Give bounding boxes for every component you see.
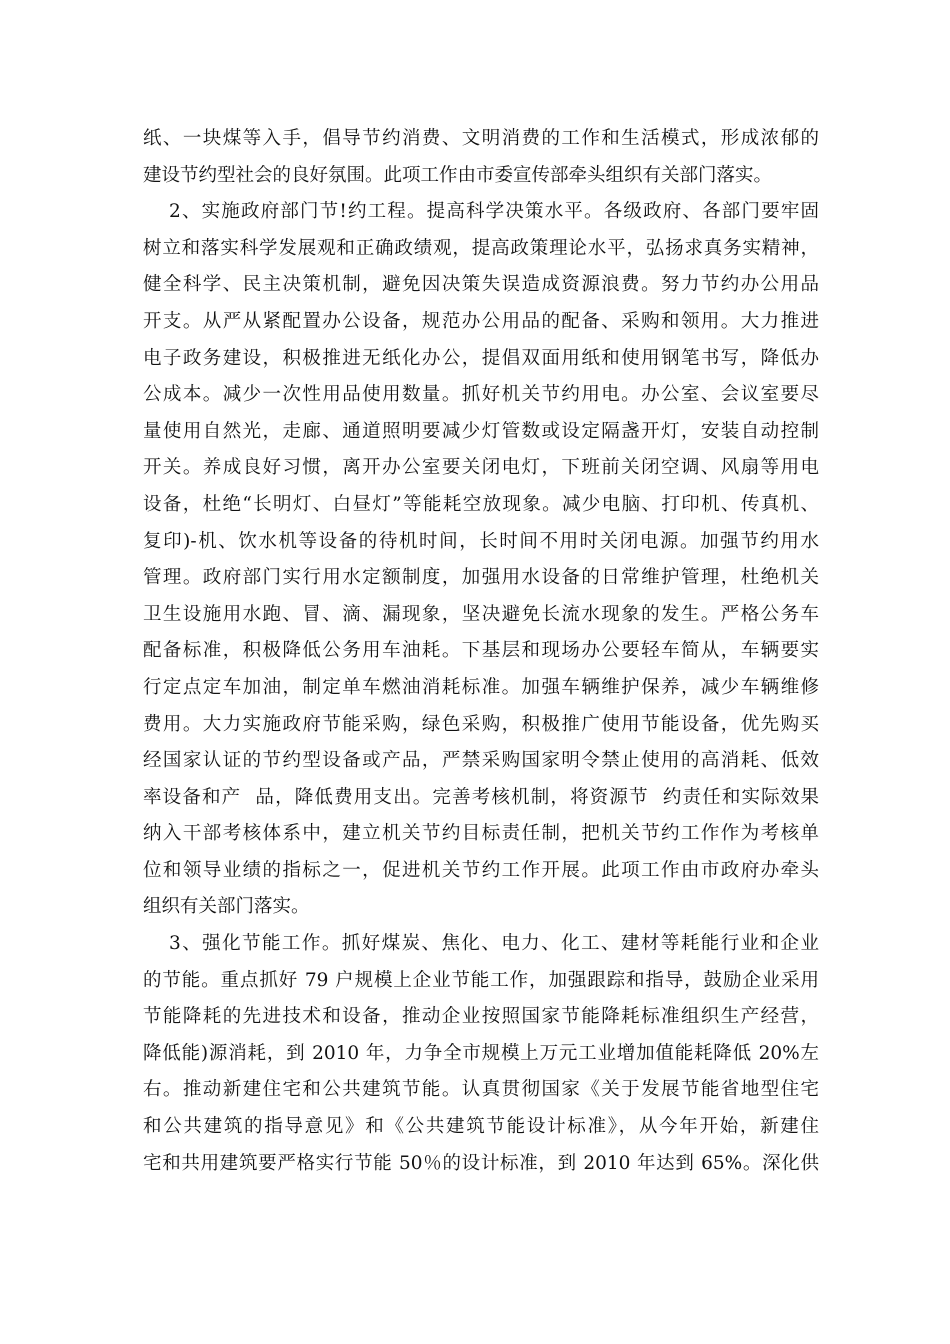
text-line: 建设节约型社会的良好氛围。此项工作由市委宣传部牵头组织有关部门落实。 — [143, 164, 773, 186]
paragraph-1 — [143, 121, 819, 194]
text-line: 2、实施政府部门节!约工程。提高科学决策水平。各级政府、各部门要牢固 — [169, 201, 819, 223]
text-line: 设备，杜绝“长明灯、白昼灯”等能耗空放现象。减少电脑、打印机、传真机、 — [143, 493, 819, 515]
text-line: 健全科学、民主决策机制，避免因决策失误造成资源浪费。努力节约办公用品 — [143, 274, 819, 296]
document-body — [143, 121, 819, 1182]
paragraph-2 — [143, 194, 819, 926]
text-line: 费用。大力实施政府节能采购，绿色采购，积极推广使用节能设备，优先购买 — [143, 713, 819, 735]
text-line: 纸、一块煤等入手，倡导节约消费、文明消费的工作和生活模式，形成浓郁的 — [143, 128, 819, 149]
text-line: 右。推动新建住宅和公共建筑节能。认真贯彻国家《关于发展节能省地型住宅 — [143, 1079, 819, 1101]
text-line: 节能降耗的先进技术和设备，推动企业按照国家节能降耗标准组织生产经营， — [143, 1006, 819, 1028]
text-line: 开关。养成良好习惯，离开办公室要关闭电灯，下班前关闭空调、风扇等用电 — [143, 457, 819, 479]
text-line: 量使用自然光，走廊、通道照明要减少灯管数或设定隔盏开灯，安装自动控制 — [143, 420, 819, 442]
text-line: 率设备和产 品，降低费用支出。完善考核机制，将资源节 约责任和实际效果 — [143, 786, 819, 808]
text-line: 位和领导业绩的指标之一，促进机关节约工作开展。此项工作由市政府办牵头 — [143, 859, 819, 881]
text-line: 树立和落实科学发展观和正确政绩观，提高政策理论水平，弘扬求真务实精神， — [143, 237, 819, 259]
paragraph-3 — [143, 926, 819, 1182]
text-line: 组织有关部门落实。 — [143, 896, 310, 918]
text-line: 开支。从严从紧配置办公设备，规范办公用品的配备、采购和领用。大力推进 — [143, 310, 819, 332]
text-line: 复印)-机、饮水机等设备的待机时间，长时间不用时关闭电源。加强节约用水 — [143, 530, 819, 552]
text-line: 公成本。减少一次性用品使用数量。抓好机关节约用电。办公室、会议室要尽 — [143, 384, 819, 406]
text-line: 宅和共用建筑要严格实行节能 50％的设计标准，到 2010 年达到 65%。深化供 — [143, 1152, 819, 1174]
text-line: 行定点定车加油，制定单车燃油消耗标准。加强车辆维护保养，减少车辆维修 — [143, 676, 819, 698]
text-line: 管理。政府部门实行用水定额制度，加强用水设备的日常维护管理，杜绝机关 — [143, 567, 819, 589]
text-line: 的节能。重点抓好 79 户规模上企业节能工作，加强跟踪和指导，鼓励企业采用 — [143, 969, 819, 991]
text-line: 卫生设施用水跑、冒、滴、漏现象，坚决避免长流水现象的发生。严格公务车 — [143, 603, 819, 625]
text-line: 纳入干部考核体系中，建立机关节约目标责任制，把机关节约工作作为考核单 — [143, 823, 819, 845]
text-line: 3、强化节能工作。抓好煤炭、焦化、电力、化工、建材等耗能行业和企业 — [169, 933, 819, 955]
text-line: 配备标准，积极降低公务用车油耗。下基层和现场办公要轻车简从，车辆要实 — [143, 640, 819, 662]
text-line: 电子政务建设，积极推进无纸化办公，提倡双面用纸和使用钢笔书写，降低办 — [143, 347, 819, 369]
text-line: 和公共建筑的指导意见》和《公共建筑节能设计标准》，从今年开始，新建住 — [143, 1116, 819, 1138]
text-line: 经国家认证的节约型设备或产品，严禁采购国家明令禁止使用的高消耗、低效 — [143, 750, 819, 772]
text-line: 降低能)源消耗，到 2010 年，力争全市规模上万元工业增加值能耗降低 20%左 — [143, 1042, 819, 1064]
